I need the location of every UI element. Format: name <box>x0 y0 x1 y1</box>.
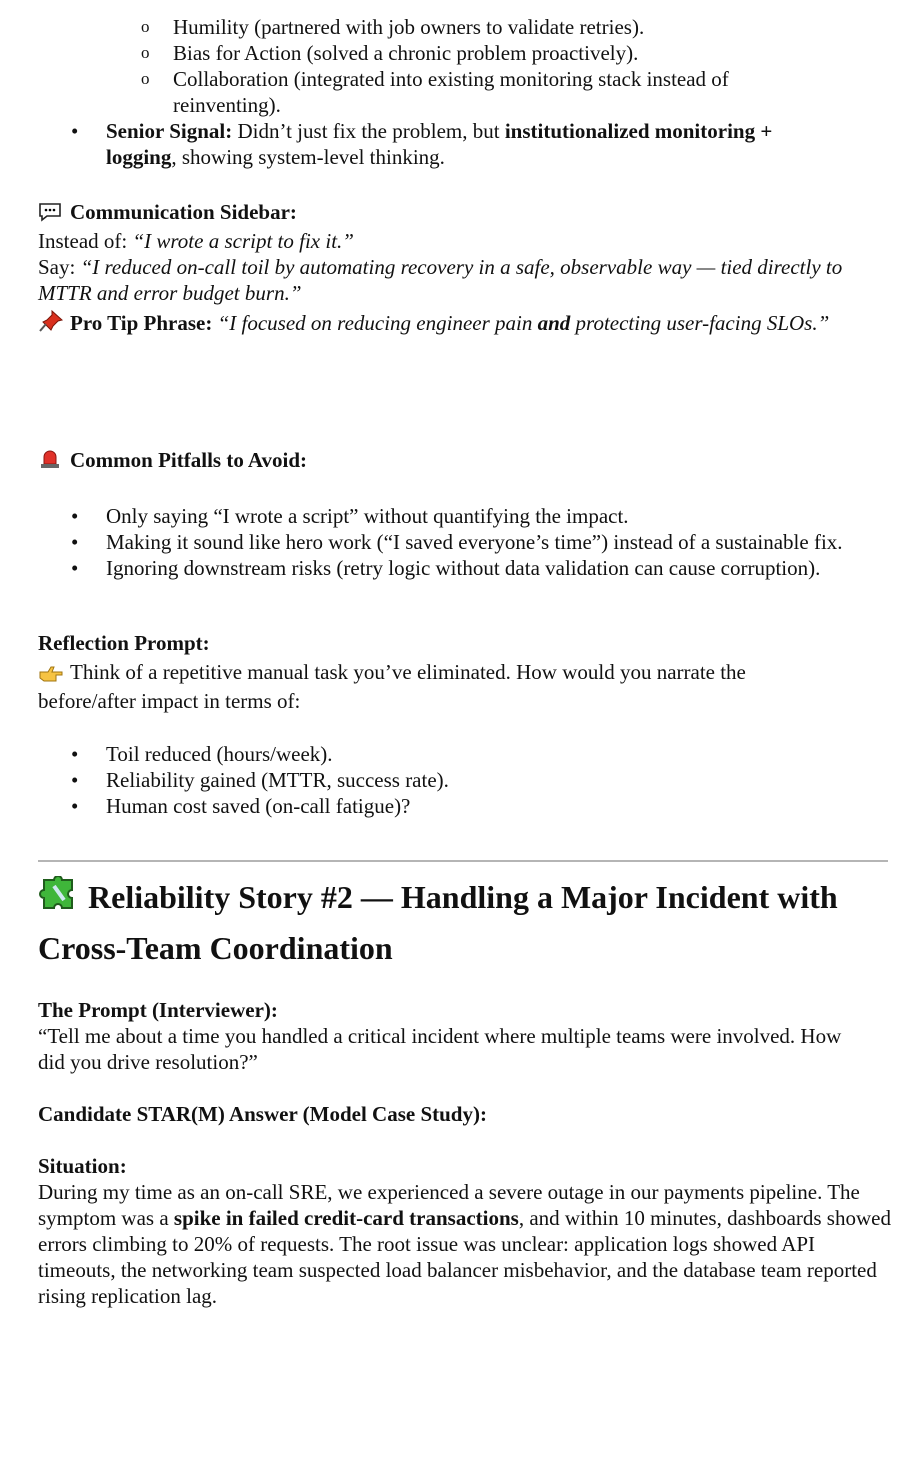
list-item: • Toil reduced (hours/week). <box>71 742 333 766</box>
list-item: • Human cost saved (on-call fatigue)? <box>71 794 411 818</box>
speech-bubble-icon <box>38 202 64 228</box>
situation-section: Situation: During my time as an on-call SRE, we experienced a severe outage in our payments pipeline. The symptom was a spike in failed credit-card transactions, and within 10 minutes, dashboards showed errors climbing to 20% of requests. The root issue was unclear: application logs showed API timeouts, the networking team suspected load balancer misbehavior, and the database team reported rising replication lag. <box>38 1154 891 1308</box>
senior-signal-item: • Senior Signal: Didn’t just fix the problem, but institutionalized monitoring + logging, showing system-level thinking. <box>71 119 773 169</box>
communication-sidebar: Communication Sidebar: Instead of: “I wrote a script to fix it.” Say: “I reduced on-call toil by automating recovery in a safe, observable way — tied directly to MTTR and error budget burn.” Pro Tip Phrase: “I focused on reducing engineer pain and protecting user-facing SLOs.” <box>38 199 888 339</box>
pushpin-icon <box>38 309 64 339</box>
story-heading: Reliability Story #2 — Handling a Major Incident with Cross-Team Coordination <box>38 874 894 972</box>
prompt-section: The Prompt (Interviewer): “Tell me about a time you handled a critical incident where multiple teams were involved. How did you drive resolution?” <box>38 998 842 1074</box>
pointing-hand-icon <box>38 662 64 688</box>
list-item: o Bias for Action (solved a chronic problem proactively). <box>141 41 639 65</box>
reflection-section: Reflection Prompt: Think of a repetitive manual task you’ve eliminated. How would you narrate the before/after impact in terms of: • Toil reduced (hours/week). • Reliability gained (MTTR, success rate). • Human cost saved (on-call fatigue)? <box>38 630 888 819</box>
section-divider <box>38 860 888 862</box>
list-item: o Collaboration (integrated into existing monitoring stack instead of reinventing). <box>141 67 729 117</box>
values-sublist <box>38 14 888 170</box>
list-item: • Ignoring downstream risks (retry logic without data validation can cause corruption). <box>71 556 821 580</box>
candidate-heading: Candidate STAR(M) Answer (Model Case Study): <box>38 1102 487 1126</box>
list-item: • Making it sound like hero work (“I saved everyone’s time”) instead of a sustainable fix. <box>71 530 843 554</box>
list-item: • Reliability gained (MTTR, success rate). <box>71 768 449 792</box>
puzzle-piece-icon <box>38 876 82 925</box>
list-item: o Humility (partnered with job owners to validate retries). <box>141 15 645 39</box>
list-item: • Only saying “I wrote a script” without quantifying the impact. <box>71 504 629 528</box>
pitfalls-section: Common Pitfalls to Avoid: • Only saying “I wrote a script” without quantifying the impact. • Making it sound like hero work (“I saved everyone’s time”) instead of a sustainable fix. • Ignoring downstream risks (retry logic without data validation can cause corruption). <box>38 447 888 581</box>
siren-icon <box>38 448 64 476</box>
